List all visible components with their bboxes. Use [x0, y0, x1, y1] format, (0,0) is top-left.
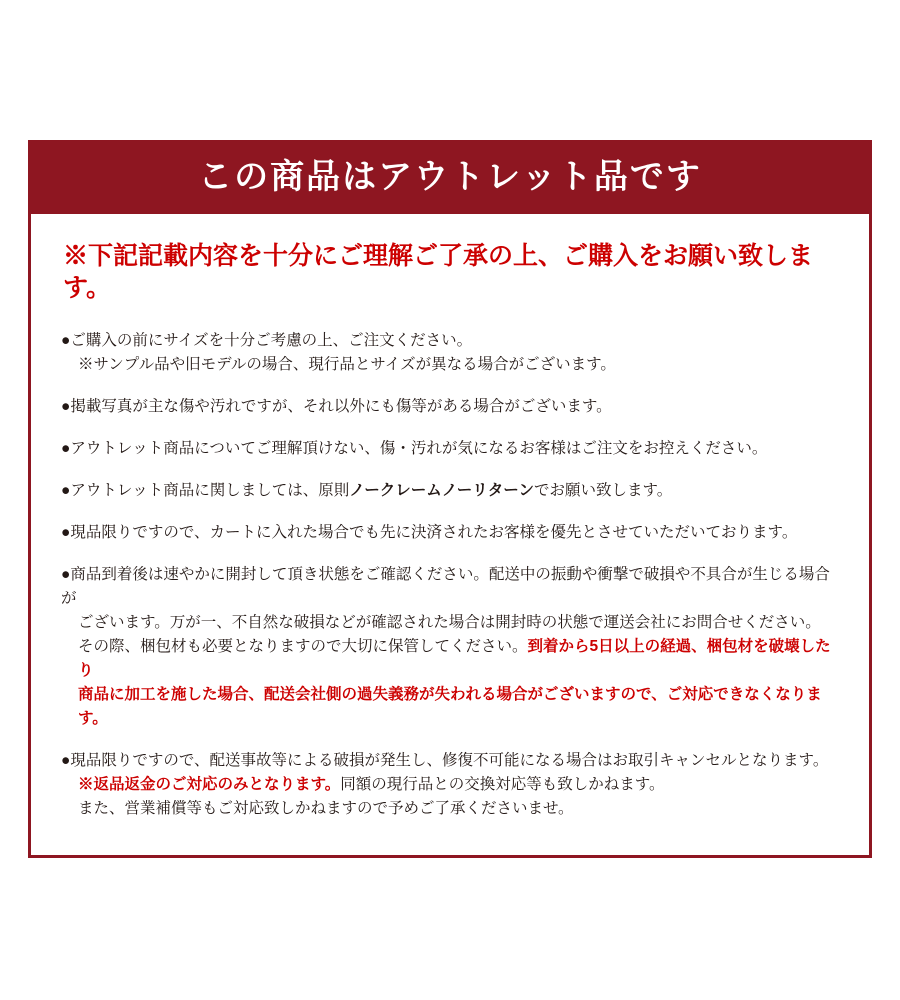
notice-line [61, 635, 839, 683]
notice-item [61, 479, 839, 503]
notice-line-emphasis: ノークレームノーリターン [349, 481, 534, 499]
notice-line: また、営業補償等もご対応致しかねますので予めご了承くださいませ。 [78, 800, 574, 818]
notice-item [61, 437, 839, 461]
notice-line: ●現品限りですので、配送事故等による破損が発生し、修復不可能になる場合はお取引キャンセルとなります。 [61, 752, 829, 769]
notice-item [61, 521, 839, 545]
notice-lead-text: ※下記記載内容を十分にご理解ご了承の上、ご購入をお願い致します。 [63, 241, 814, 303]
notice-line [61, 479, 839, 503]
notice-body [31, 214, 869, 855]
notice-line-emphasis: 到着から5日以上の経過、梱包材を破壊したり [78, 637, 831, 679]
notice-item [61, 329, 839, 377]
outlet-notice-box [28, 140, 872, 858]
notice-line-pre: ●アウトレット商品に関しましては、原則 [61, 481, 350, 499]
notice-line: ※サンプル品や旧モデルの場合、現行品とサイズが異なる場合がございます。 [78, 355, 616, 373]
notice-line: 商品に加工を施した場合、配送会社側の過失義務が失われる場合がございますので、ご対応できなくなります。 [78, 685, 822, 727]
notice-line [61, 773, 839, 797]
notice-line: ●商品到着後は速やかに開封して頂き状態をご確認ください。配送中の振動や衝撃で破損や不具合が生じる場合が [61, 565, 830, 607]
notice-item [61, 563, 839, 731]
notice-line: ●現品限りですので、カートに入れた場合でも先に決済されたお客様を優先とさせていただいております。 [61, 523, 798, 541]
notice-header-title: この商品はアウトレット品です [31, 143, 869, 214]
notice-line-post: 同額の現行品との交換対応等も致しかねます。 [340, 776, 665, 794]
notice-line: ●掲載写真が主な傷や汚れですが、それ以外にも傷等がある場合がございます。 [61, 397, 612, 415]
notice-line: ございます。万が一、不自然な破損などが確認された場合は開封時の状態で運送会社にお問合せください。 [78, 613, 821, 631]
notice-line: ●ご購入の前にサイズを十分ご考慮の上、ご注文ください。 [61, 331, 473, 349]
notice-line-post: でお願い致します。 [533, 481, 673, 499]
notice-item [61, 395, 839, 419]
notice-line-pre: その際、梱包材も必要となりますので大切に保管してください。 [78, 637, 528, 655]
notice-item [61, 749, 839, 821]
notice-line: ●アウトレット商品についてご理解頂けない、傷・汚れが気になるお客様はご注文をお控えください。 [61, 439, 768, 457]
notice-line-emphasis: ※返品返金のご対応のみとなります。 [78, 776, 341, 794]
